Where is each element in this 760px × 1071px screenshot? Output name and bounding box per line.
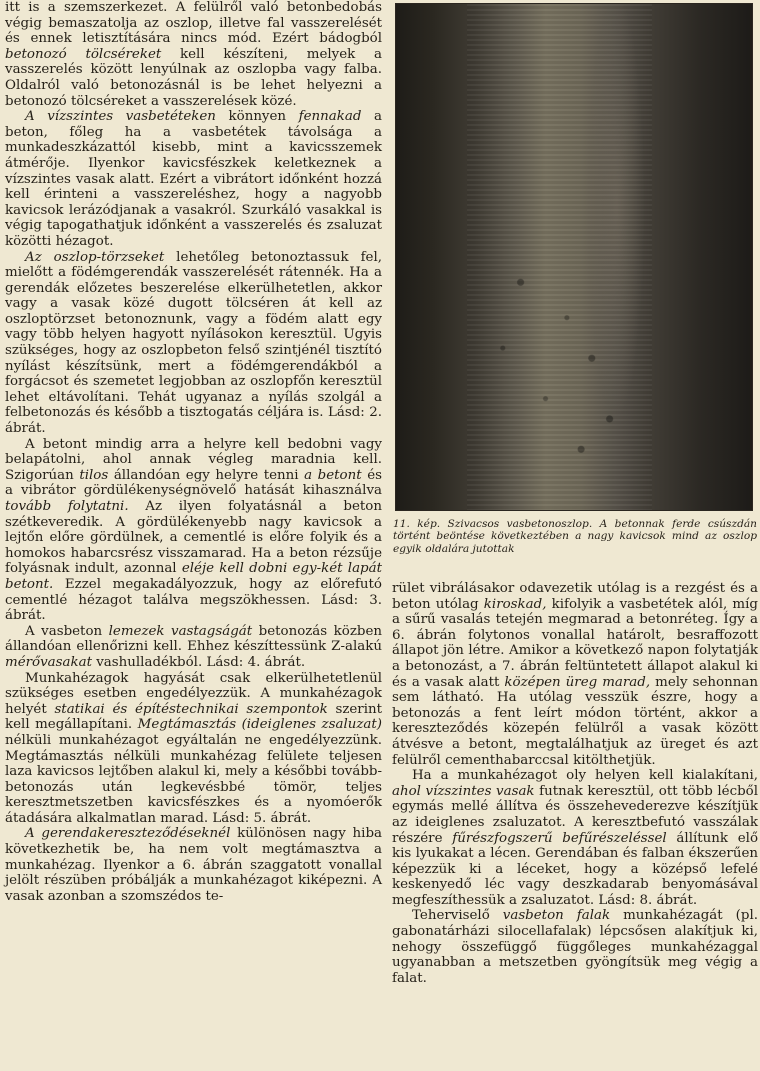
body-text: kifolyik a vasbetétek alól, míg a sűrű vasalás tetején megmarad a betonréteg. Így a 6. ábrán folytonos vonallal határolt, besraffozott állapot jön létre. Amikor a következő napon folytatják a betonozást, a 7. ábrán feltüntetett állapot alakul ki és a vasak alatt: [392, 596, 758, 690]
emphasized-text: statikai és építéstechnikai szempontok: [54, 701, 328, 717]
emphasized-text: tovább folytatni.: [5, 499, 129, 514]
emphasized-text: a betont: [304, 467, 362, 483]
body-text: betonozás közben állandóan ellenőrizni kell. Ehhez készíttessünk Z-alakú: [5, 623, 382, 655]
emphasized-text: eléje kell dobni egy-két lapát betont.: [5, 561, 382, 592]
body-text: különösen nagy hiba következhetik be, ha nem volt megtámasztva a munkahézag. Ilyenkor a 6. ábrán szaggatott vonallal jelölt részüben próbálják a munkahézagot kiképezni. A vasak azonban a szomszédos te-: [5, 826, 382, 904]
body-text: a beton, főleg ha a vasbetétek távolsága a munkadeszkázattól kisebb, mint a kavicsszemek átmérője. Ilyenkor kavicsfészkek keletkeznek a vízszintes vasak alatt. Ezért a vibrátort időnként hozzá kell érinteni a vasszereléshez, hogy a nagyobb kavicsok lerázódjanak a vasakról. Szurkáló vasakkal is végig tapogathatjuk időnként a vasszerelés és zsaluzat közötti hézagot.: [5, 109, 382, 249]
body-text: Az ilyen folyatásnál a beton szétkeveredik. A gördülékenyebb nagy kavicsok a lejtőn előre gördülnek, a cementlé is előre folyik és a homokos habarcsrész visszamarad. Ha a beton rézsűje folyásnak indult, azonnal: [5, 499, 382, 577]
emphasized-text: lemezek vastagságát: [108, 623, 253, 639]
paragraph: [5, 437, 382, 624]
caption-text: Szivacsos vasbetonoszlop. A betonnak ferde csúszdán történt beöntése következtében a nagy kavicsok mind az oszlop egyik oldalára jutottak: [393, 518, 757, 555]
paragraph: [5, 624, 382, 671]
paragraph: [392, 908, 758, 986]
emphasized-text: középen üreg marad,: [504, 674, 651, 690]
paragraph: [5, 109, 382, 249]
paragraph: [5, 671, 382, 827]
body-text: Munkahézagok hagyását csak elkerülhetetlenül szükséges esetben engedélyezzük. A munkahézagok helyét: [5, 670, 382, 717]
emphasized-text: ahol vízszintes vasak: [392, 783, 535, 799]
right-text-column: [392, 581, 758, 986]
body-text: rület vibrálásakor odavezetik utólag is a rezgést és a beton utólag: [392, 581, 758, 612]
body-text: A betont mindig arra a helyre kell bedobni vagy belapátolni, ahol annak végleg maradnia kell. Szigorúan: [5, 436, 382, 483]
emphasized-text: Az oszlop-törzseket: [25, 249, 165, 265]
body-text: nélküli munkahézagot egyáltalán ne engedélyezzünk. Megtámasztás nélküli munkahézag felülete teljesen laza kavicsos lejtőben alakul ki, mely a későbbi tovább-betonozás után legkevésbbé tömör, teljes keresztmetszetben kavicsfészkes és a nyomóerők átadására alkalmatlan marad. Lásd: 5. ábrát.: [5, 732, 382, 826]
paragraph: [392, 581, 758, 768]
body-text: lehetőleg betonoztassuk fel, mielőtt a födémgerendák vasszerelését rátennék. Ha a gerendák előzetes beszerelése elkerülhetetlen, akkor vagy a vasak közé dugott tölcséren át kell az oszloptörzset betonoznunk, vagy a födém alatt egy vagy több helyen hagyott nyílásokon keresztül. Ugyis szükséges, hogy az oszlopbeton felső szintjénél tisztító nyílást készítsünk, mert a födémgerendákból a forgácsot és szemetet legjobban az oszlopfőn keresztül lehet eltávolítani. Tehát ugyanaz a nyílás szolgál a felbetonozás és később a tisztogatás céljára is. Lásd: 2. ábrát.: [5, 249, 382, 437]
body-text: Ha a munkahézagot oly helyen kell kialakítani,: [412, 768, 758, 784]
emphasized-text: A vízszintes vasbetéteken: [25, 109, 216, 125]
body-text: A vasbeton: [25, 623, 109, 639]
emphasized-text: mérővasakat: [5, 654, 92, 670]
paragraph: [5, 250, 382, 437]
body-text: állítunk elő kis lyukakat a lécen. Gerendában és falban ékszerűen képezzük ki a léceket, hogy a középső lefelé keskenyedő léc vagy deszkadarab benyomásával megfeszíthessük a zsaluzatot. Lásd: 8. ábrát.: [392, 830, 759, 908]
body-text: könnyen: [215, 109, 299, 125]
emphasized-text: Megtámasztás (ideiglenes zsaluzat): [137, 717, 382, 733]
emphasized-text: betonozó tölcséreket: [5, 46, 162, 62]
body-text: és a vibrátor gördülékenységnövelő hatását kihasználva: [5, 467, 382, 499]
emphasized-text: fennakad: [298, 109, 362, 125]
body-text: itt is a szemszerkezet. A felülről való betonbedobás végig bemaszatolja az oszlop, illetve fal vasszerelését és ennek letisztítására nincs mód. Ezért bádogból: [5, 0, 382, 47]
body-text: kell készíteni, melyek a vasszerelés között lenyúlnak az oszlopba vagy falba. Oldalról való betonozásnál is be lehet helyezni a betonozó tölcséreket a vasszerelések közé.: [5, 46, 383, 109]
caption-label: 11. kép.: [393, 518, 441, 530]
column-photograph: [395, 3, 753, 511]
body-text: Teherviselő: [412, 908, 503, 924]
emphasized-text: fűrészfogszerű befűrészeléssel: [452, 830, 667, 846]
paragraph: [5, 826, 382, 904]
body-text: mely sehonnan sem látható. Ha utólag vesszük észre, hogy a betonozás a fent leírt módon történt, akkor a kereszteződés közepén felülről a vasak között átvésve a betont, megtalálhatjuk az üreget és azt felülről cementhabarccsal kitölthetjük.: [392, 674, 758, 768]
body-text: állandóan egy helyre tenni: [108, 467, 305, 483]
body-text: szerint kell megállapítani.: [5, 701, 382, 733]
paragraph: [392, 768, 758, 908]
paragraph: [5, 0, 382, 109]
emphasized-text: A gerendakereszteződéseknél: [25, 826, 231, 842]
body-text: munkahézagát (pl. gabonatárházi silocellafalak) lépcsősen alakítjuk ki, nehogy összefüggő függőleges munkahézaggal ugyanabban a metszetben gyöngítsük meg végig a falat.: [392, 908, 758, 986]
gravel-pockets: [396, 4, 752, 510]
body-text: futnak keresztül, ott több lécből egymás mellé állítva és összehevederezve készítjük az ideiglenes zsaluzatot. A keresztbefutó vasszálak részére: [392, 783, 758, 846]
emphasized-text: kiroskad,: [483, 596, 547, 612]
body-text: vashulladékból. Lásd: 4. ábrát.: [91, 654, 306, 670]
emphasized-text: tilos: [79, 467, 109, 483]
body-text: Ezzel megakadályozzuk, hogy az előrefutó cementlé hézagot találva megszökhessen. Lásd: 3. ábrát.: [5, 576, 382, 624]
left-text-column: [5, 0, 382, 904]
emphasized-text: vasbeton falak: [502, 908, 611, 924]
figure-caption: [393, 518, 757, 555]
